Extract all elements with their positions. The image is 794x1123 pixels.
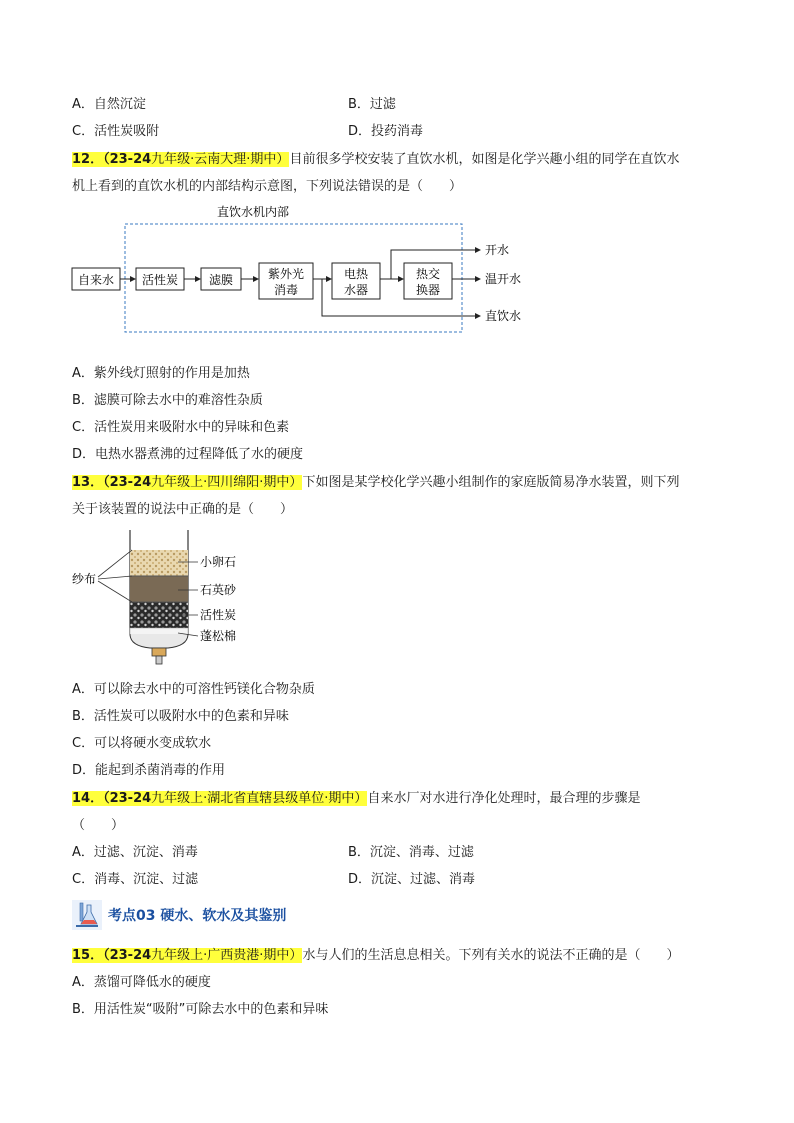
q14-option-c: C．消毒、沉淀、过滤 [72, 872, 199, 887]
water-dispenser-diagram [70, 200, 540, 338]
q12-option-b: B．滤膜可除去水中的难溶性杂质 [72, 393, 263, 408]
water-filter-figure [70, 522, 290, 670]
layer-quartz-sand [130, 576, 188, 602]
q13-stem-text1: 下如图是某学校化学兴趣小组制作的家庭版简易净水装置，则下列 [302, 475, 680, 490]
node-membrane-label: 滤膜 [208, 273, 234, 287]
gauze-pointer-3 [98, 581, 132, 602]
node-heat-exchanger-label2: 换器 [415, 283, 441, 297]
gauze-pointer-1 [98, 550, 132, 577]
node-heat-exchanger-label1: 热交 [415, 267, 441, 281]
q14-stem-line1 [72, 789, 640, 809]
node-activated-carbon-label: 活性炭 [141, 273, 179, 287]
q15-source: 九年级上·广西贵港·期中） [151, 948, 303, 963]
q12-option-a: A．紫外线灯照射的作用是加热 [72, 366, 250, 381]
q11-option-b: B．过滤 [348, 97, 396, 112]
q14-stem-line2: （ ） [72, 818, 125, 833]
q11-option-a: A．自然沉淀 [72, 97, 146, 112]
q12-source: 九年级·云南大理·期中） [151, 152, 290, 167]
q15-option-a: A．蒸馏可降低水的硬度 [72, 975, 211, 990]
section-header [72, 900, 286, 930]
q12-stem-line2: 机上看到的直饮水机的内部结构示意图，下列说法错误的是（ ） [72, 179, 463, 194]
section-title: 考点03 硬水、软水及其鉴别 [108, 908, 287, 924]
q12-option-c: C．活性炭用来吸附水中的异味和色素 [72, 420, 290, 435]
q11-option-c: C．活性炭吸附 [72, 124, 160, 139]
layer-pebbles [130, 550, 188, 576]
gauze-pointer-2 [98, 576, 132, 579]
q13-source: 九年级上·四川绵阳·期中） [151, 475, 303, 490]
label-pebbles: 小卵石 [200, 555, 237, 569]
q15-option-b: B．用活性炭“吸附”可除去水中的色素和异味 [72, 1002, 329, 1017]
q13-option-d: D．能起到杀菌消毒的作用 [72, 763, 226, 778]
filter-outlet [152, 648, 166, 656]
q14-source: 九年级上·湖北省直辖县级单位·期中） [151, 791, 368, 806]
q12-stem-line1 [72, 150, 679, 170]
q12-option-d: D．电热水器煮沸的过程降低了水的硬度 [72, 447, 304, 462]
q14-stem-text1: 自来水厂对水进行净化处理时，最合理的步骤是 [367, 791, 641, 806]
q14-option-b: B．沉淀、消毒、过滤 [348, 845, 474, 860]
q13-option-b: B．活性炭可以吸附水中的色素和异味 [72, 709, 289, 724]
q12-number: 12．（23-24 [72, 152, 152, 167]
node-heater-label1: 电热 [343, 267, 369, 281]
output-boiling-water: 开水 [485, 243, 510, 257]
q14-number: 14．（23-24 [72, 791, 152, 806]
q13-stem-line1 [72, 473, 679, 493]
q12-stem-text1: 目前很多学校安装了直饮水机，如图是化学兴趣小组的同学在直饮水 [289, 152, 680, 167]
node-tap-water-label: 自来水 [77, 273, 115, 287]
q13-number: 13．（23-24 [72, 475, 152, 490]
filter-tap [156, 656, 162, 664]
q15-stem-line1 [72, 946, 679, 966]
diagram-title: 直饮水机内部 [216, 205, 290, 219]
q14-option-a: A．过滤、沉淀、消毒 [72, 845, 198, 860]
q14-option-d: D．沉淀、过滤、消毒 [348, 872, 476, 887]
label-cotton: 蓬松棉 [200, 629, 237, 643]
output-warm-water: 温开水 [485, 272, 522, 286]
q15-number: 15．（23-24 [72, 948, 152, 963]
q13-stem-line2: 关于该装置的说法中正确的是（ ） [72, 502, 294, 517]
node-heater-label2: 水器 [343, 283, 369, 297]
node-uv-label2: 消毒 [273, 283, 299, 297]
q13-option-a: A．可以除去水中的可溶性钙镁化合物杂质 [72, 682, 315, 697]
label-activated-carbon: 活性炭 [200, 608, 237, 622]
flask-icon [72, 900, 102, 930]
label-gauze: 纱布 [72, 572, 97, 586]
output-direct-water: 直饮水 [485, 309, 522, 323]
q11-option-d: D．投药消毒 [348, 124, 424, 139]
q15-stem-text1: 水与人们的生活息息相关。下列有关水的说法不正确的是（ ） [302, 948, 680, 963]
q13-option-c: C．可以将硬水变成软水 [72, 736, 212, 751]
filter-bottom [130, 634, 188, 648]
node-uv-label1: 紫外光 [267, 267, 305, 281]
label-quartz-sand: 石英砂 [200, 583, 237, 597]
